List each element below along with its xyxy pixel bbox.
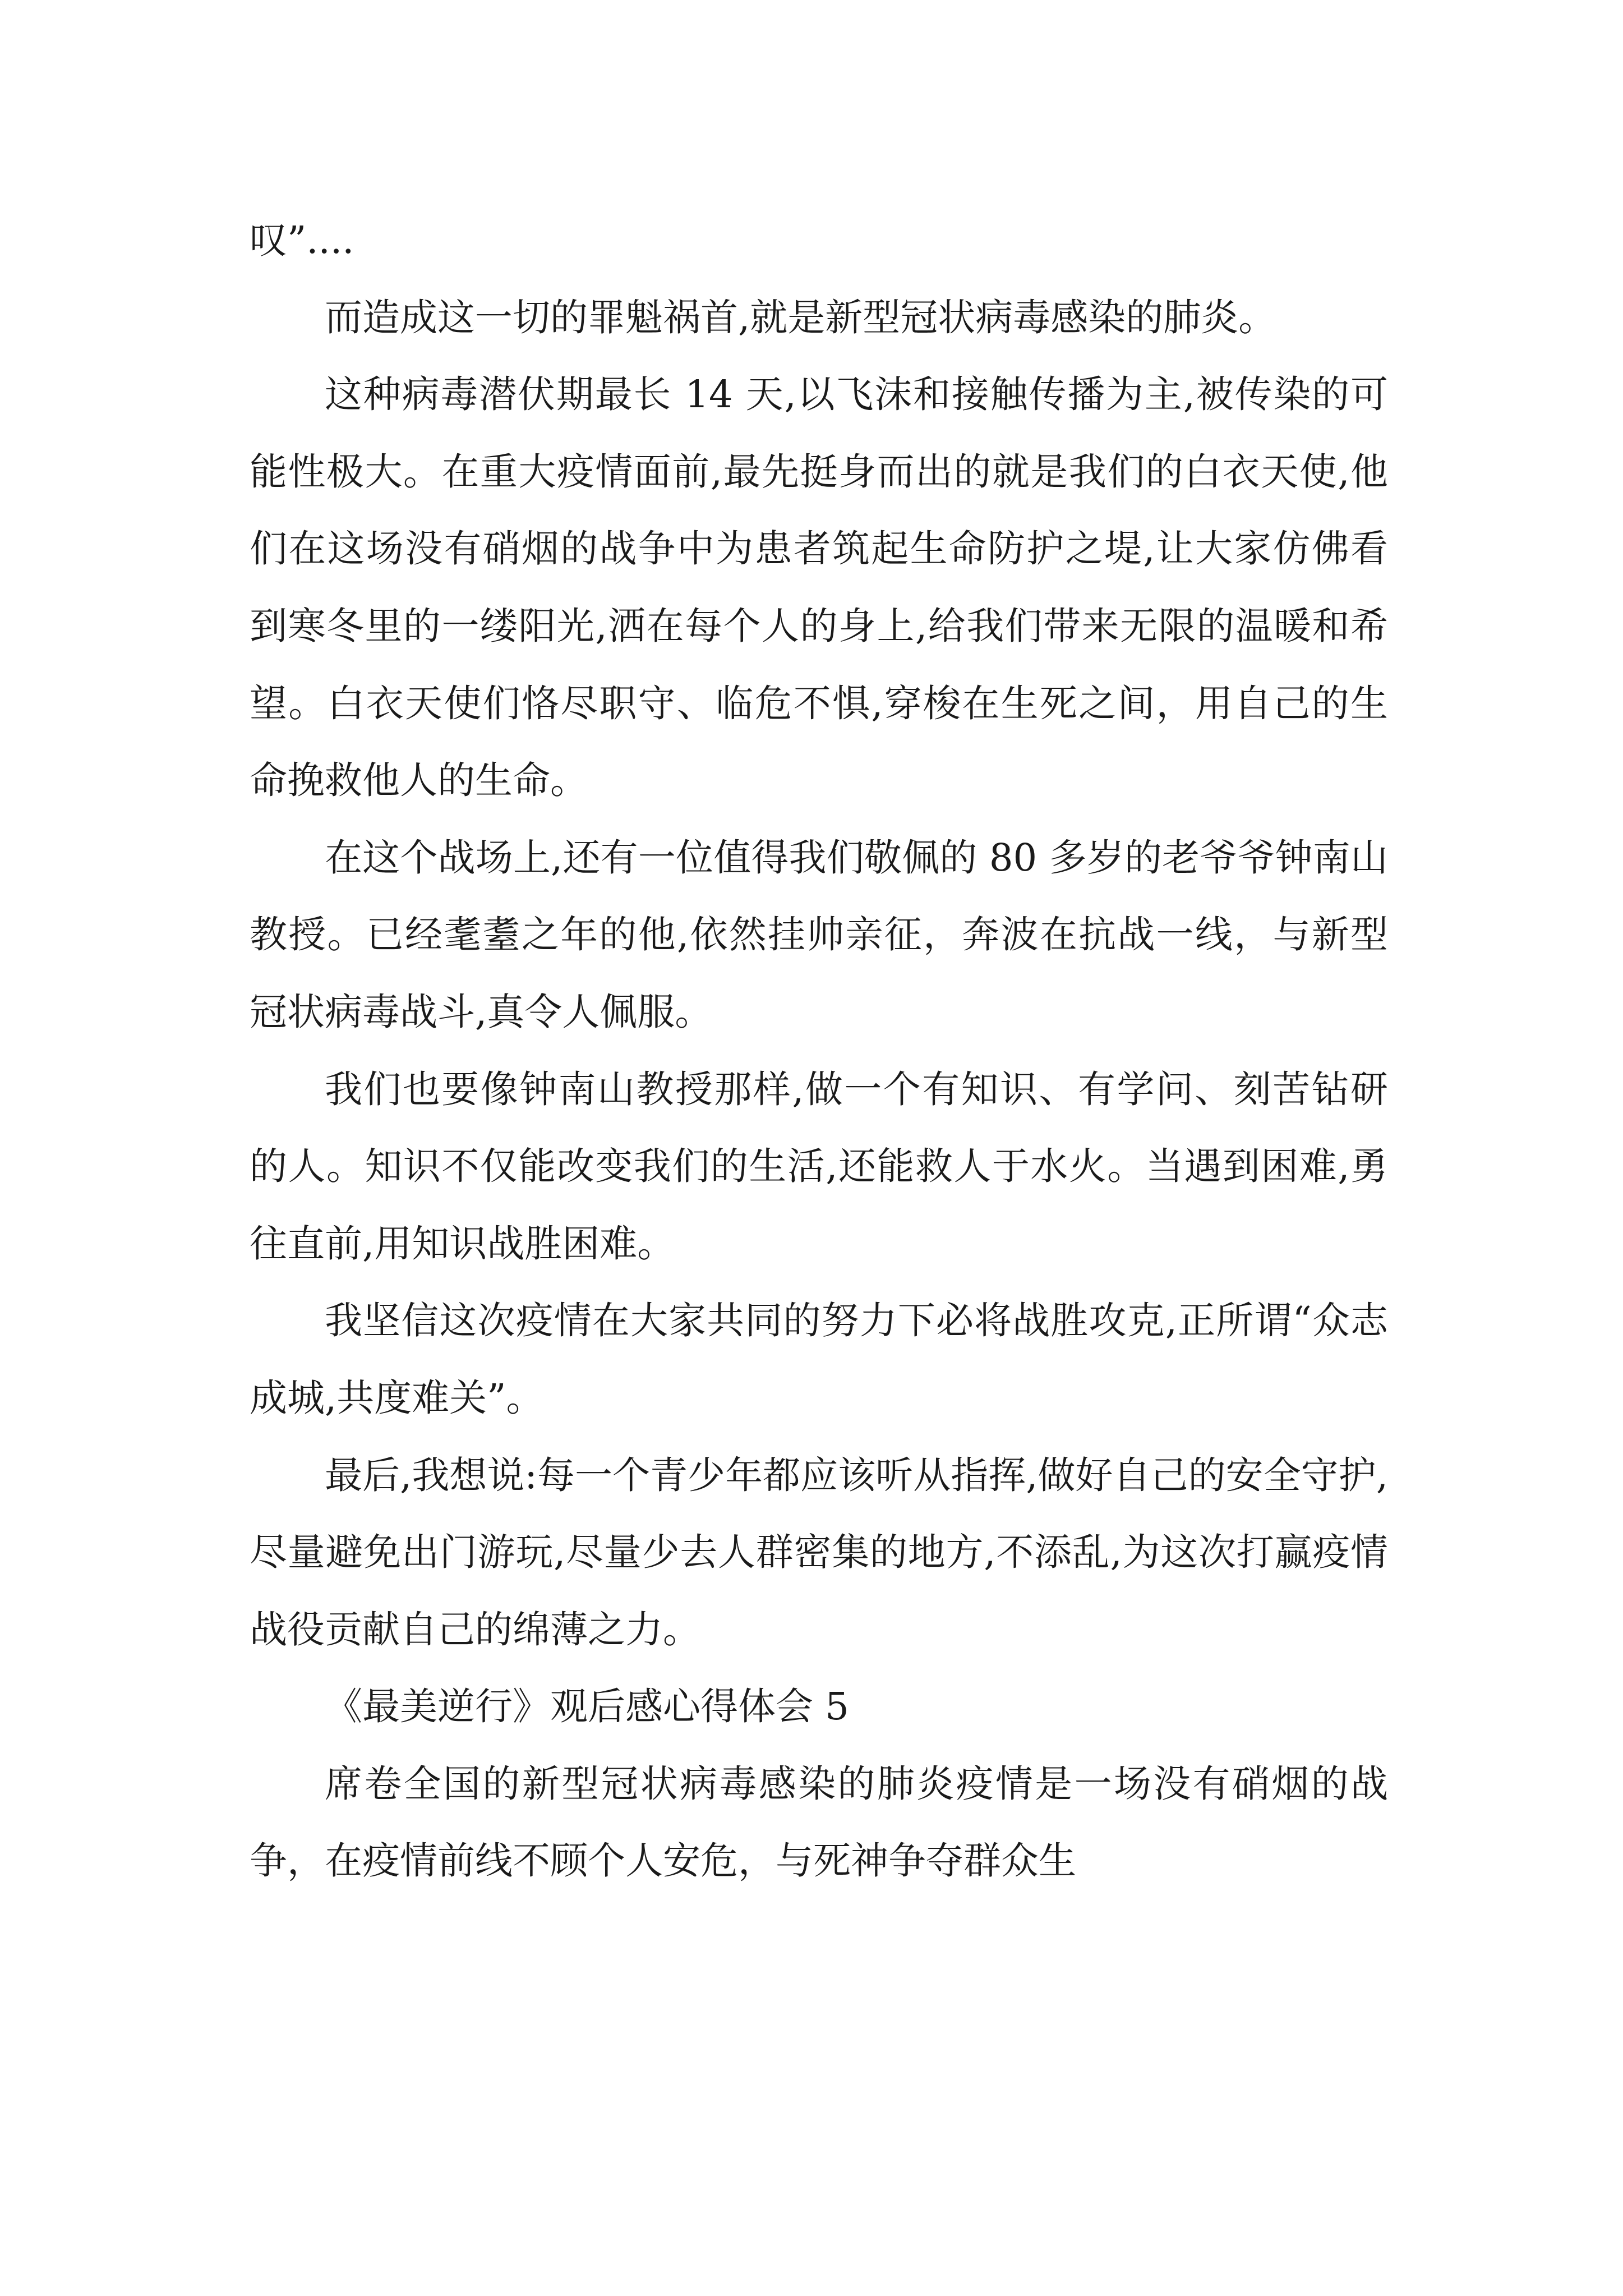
document-body <box>250 202 1388 1900</box>
paragraph-medical-workers: 这种病毒潜伏期最长 14 天,以飞沫和接触传播为主,被传染的可能性极大。在重大疫情面前,最先挺身而出的就是我们的白衣天使,他们在这场没有硝烟的战争中为患者筑起生命防护之堤,让大家仿佛看到寒冬里的一缕阳光,洒在每个人的身上,给我们带来无限的温暖和希望。白衣天使们恪尽职守、临危不惧,穿梭在生死之间，用自己的生命挽救他人的生命。 <box>250 372 1388 803</box>
section-heading: 《最美逆行》观后感心得体会 5 <box>325 1685 849 1729</box>
paragraph-continuation: 叹”.... <box>250 218 354 262</box>
paragraph-learn-knowledge: 我们也要像钟南山教授那样,做一个有知识、有学问、刻苦钻研的人。知识不仅能改变我们的生活,还能救人于水火。当遇到困难,勇往直前,用知识战胜困难。 <box>250 1067 1388 1266</box>
paragraph-zhong-nanshan: 在这个战场上,还有一位值得我们敬佩的 80 多岁的老爷爷钟南山教授。已经耄耋之年的他,依然挂帅亲征，奔波在抗战一线，与新型冠状病毒战斗,真令人佩服。 <box>250 835 1388 1034</box>
paragraph-epidemic-war: 席卷全国的新型冠状病毒感染的肺炎疫情是一场没有硝烟的战争，在疫情前线不顾个人安危，与死神争夺群众生 <box>250 1761 1388 1883</box>
paragraph-confidence: 我坚信这次疫情在大家共同的努力下必将战胜攻克,正所谓“众志成城,共度难关”。 <box>250 1299 1388 1420</box>
paragraph-conclusion: 最后,我想说:每一个青少年都应该听从指挥,做好自己的安全守护,尽量避免出门游玩,尽量少去人群密集的地方,不添乱,为这次打赢疫情战役贡献自己的绵薄之力。 <box>250 1453 1388 1651</box>
paragraph-culprit: 而造成这一切的罪魁祸首,就是新型冠状病毒感染的肺炎。 <box>325 295 1276 339</box>
